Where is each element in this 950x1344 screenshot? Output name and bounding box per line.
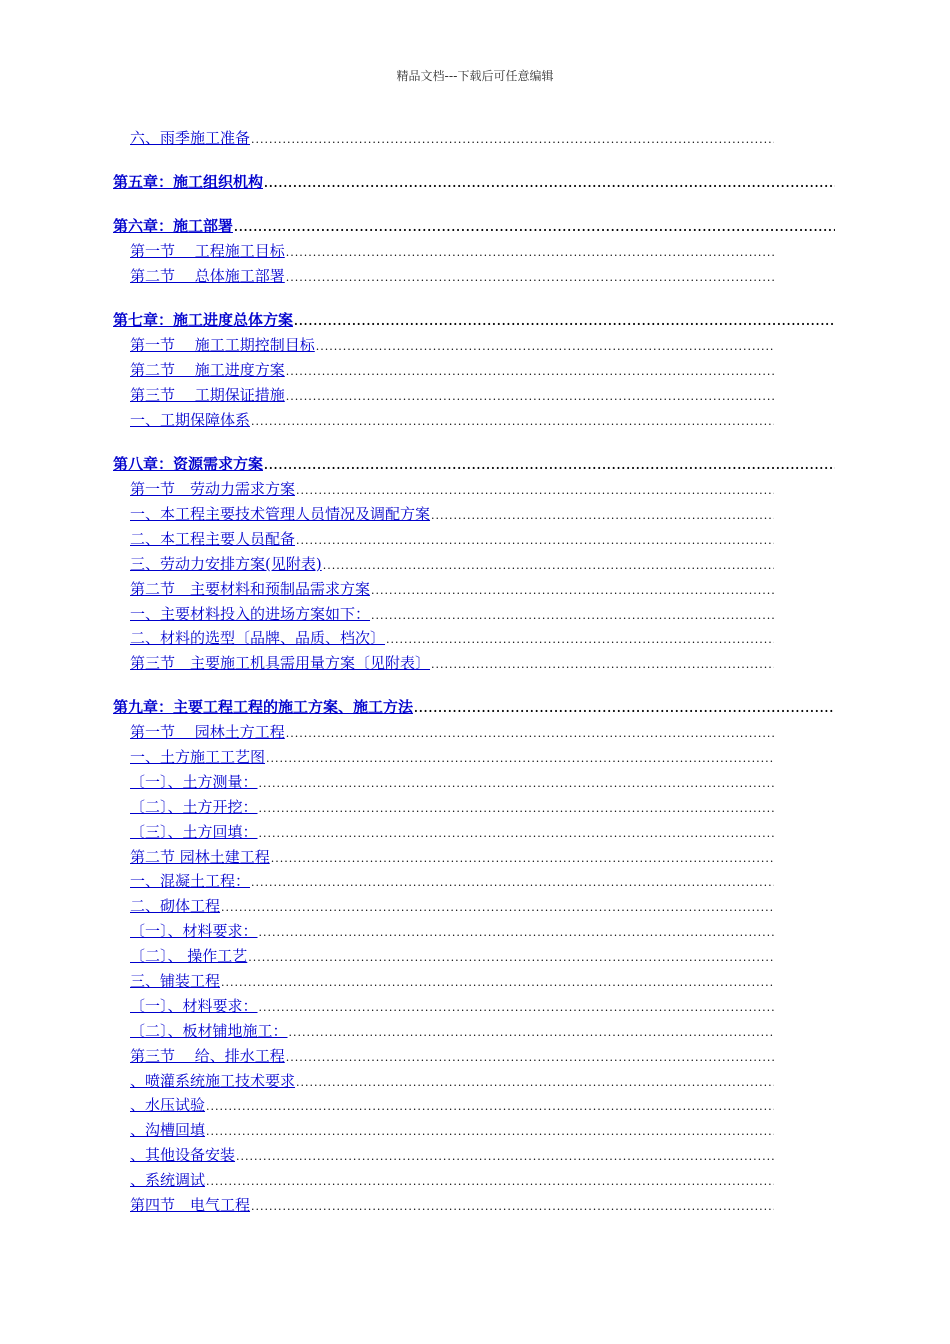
toc-entry-link[interactable] — [130, 971, 774, 993]
dot-leader — [286, 243, 774, 263]
toc-entry-link[interactable] — [130, 504, 774, 526]
toc-entry-title[interactable]: 第七章：施工进度总体方案 — [113, 311, 294, 329]
toc-entry-title[interactable]: 第三节 主要施工机具需用量方案〔见附表〕 — [130, 654, 431, 672]
dot-leader — [286, 268, 774, 288]
dot-leader — [266, 749, 774, 769]
toc-entry-title[interactable]: 、沟槽回填 — [130, 1121, 206, 1139]
toc-entry-link[interactable] — [130, 921, 774, 943]
toc-entry-link[interactable] — [130, 871, 774, 893]
dot-leader — [431, 506, 774, 526]
toc-entry-link[interactable] — [130, 946, 774, 968]
dot-leader — [206, 1122, 774, 1142]
toc-chapter-link[interactable] — [113, 216, 835, 238]
toc-entry-link[interactable] — [130, 1195, 774, 1217]
toc-entry-title[interactable]: 六、雨季施工准备 — [130, 129, 251, 147]
dot-leader — [296, 531, 774, 551]
dot-leader — [221, 973, 774, 993]
dot-leader — [259, 824, 774, 844]
toc-entry-title[interactable]: 〔一〕、材料要求： — [130, 997, 258, 1015]
dot-leader — [251, 412, 774, 432]
dot-leader — [286, 362, 774, 382]
toc-entry-title[interactable]: 一、土方施工工艺图 — [130, 748, 266, 766]
toc-entry-link[interactable] — [130, 1120, 774, 1142]
toc-entry-title[interactable]: 、喷灌系统施工技术要求 — [130, 1072, 296, 1090]
dot-leader — [234, 218, 835, 238]
toc-chapter-link[interactable] — [113, 172, 835, 194]
toc-entry-title[interactable]: 〔二〕、 操作工艺 — [130, 947, 248, 965]
toc-entry-link[interactable] — [130, 266, 774, 288]
toc-entry-link[interactable] — [130, 335, 774, 357]
dot-leader — [259, 799, 774, 819]
toc-entry-link[interactable] — [130, 896, 774, 918]
toc-entry-link[interactable] — [130, 772, 774, 794]
toc-entry-title[interactable]: 、水压试验 — [130, 1096, 206, 1114]
dot-leader — [431, 655, 774, 675]
toc-entry-link[interactable] — [130, 1170, 774, 1192]
toc-entry-title[interactable]: 第一节 劳动力需求方案 — [130, 480, 296, 498]
toc-entry-link[interactable] — [130, 479, 774, 501]
toc-entry-title[interactable]: 第二节 园林土建工程 — [130, 848, 270, 866]
page-header: 精品文档---下载后可任意编辑 — [396, 69, 554, 83]
toc-entry-title[interactable]: 一、主要材料投入的进场方案如下： — [130, 605, 371, 623]
dot-leader — [386, 630, 774, 650]
dot-leader — [289, 1023, 774, 1043]
toc-entry-title[interactable]: 、其他设备安装 — [130, 1146, 236, 1164]
toc-entry-title[interactable]: 第九章：主要工程工程的施工方案、施工方法 — [113, 698, 414, 716]
dot-leader — [206, 1172, 774, 1192]
toc-entry-link[interactable] — [130, 410, 774, 432]
dot-leader — [251, 1197, 774, 1217]
toc-entry-title[interactable]: 第八章：资源需求方案 — [113, 455, 264, 473]
toc-entry-link[interactable] — [130, 604, 774, 626]
dot-leader — [221, 898, 774, 918]
toc-entry-title[interactable]: 〔二〕、土方开挖： — [130, 798, 258, 816]
toc-entry-title[interactable]: 第二节 施工进度方案 — [130, 361, 285, 379]
dot-leader — [294, 312, 835, 332]
toc-chapter-link[interactable] — [113, 454, 835, 476]
toc-entry-title[interactable]: 第二节 主要材料和预制品需求方案 — [130, 580, 371, 598]
toc-entry-link[interactable] — [130, 653, 774, 675]
toc-entry-title[interactable]: 第二节 总体施工部署 — [130, 267, 285, 285]
toc-entry-title[interactable]: 〔二〕、板材铺地施工： — [130, 1022, 288, 1040]
dot-leader — [236, 1147, 774, 1167]
dot-leader — [251, 873, 774, 893]
toc-entry-link[interactable] — [130, 628, 774, 650]
dot-leader — [296, 481, 774, 501]
toc-entry-link[interactable] — [130, 360, 774, 382]
toc-entry-title[interactable]: 第一节 施工工期控制目标 — [130, 336, 315, 354]
toc-entry-title[interactable]: 第一节 工程施工目标 — [130, 242, 285, 260]
dot-leader — [271, 849, 774, 869]
toc-entry-title[interactable]: 第六章：施工部署 — [113, 217, 234, 235]
toc-entry-title[interactable]: 第四节 电气工程 — [130, 1196, 251, 1214]
dot-leader — [264, 174, 835, 194]
toc-entry-link[interactable] — [130, 1021, 774, 1043]
toc-entry-title[interactable]: 第三节 给、排水工程 — [130, 1047, 285, 1065]
toc-chapter-link[interactable] — [113, 697, 835, 719]
toc-entry-title[interactable]: 第三节 工期保证措施 — [130, 386, 285, 404]
dot-leader — [286, 387, 774, 407]
toc-entry-link[interactable] — [130, 241, 774, 263]
dot-leader — [259, 998, 774, 1018]
toc-entry-title[interactable]: 第五章：施工组织机构 — [113, 173, 264, 191]
toc-entry-title[interactable]: 〔一〕、土方测量： — [130, 773, 258, 791]
toc-entry-link[interactable] — [130, 1095, 774, 1117]
toc-chapter-link[interactable] — [113, 310, 835, 332]
dot-leader — [296, 1073, 774, 1093]
dot-leader — [286, 724, 774, 744]
dot-leader — [248, 948, 774, 968]
toc-entry-title[interactable]: 一、本工程主要技术管理人员情况及调配方案 — [130, 505, 431, 523]
toc-entry-title[interactable]: 〔三〕、土方回填： — [130, 823, 258, 841]
toc-entry-link[interactable] — [130, 747, 774, 769]
toc-entry-link[interactable] — [130, 128, 774, 150]
toc-entry-link[interactable] — [130, 1145, 774, 1167]
toc-entry-link[interactable] — [130, 722, 774, 744]
dot-leader — [323, 556, 774, 576]
dot-leader — [286, 1048, 774, 1068]
toc-entry-link[interactable] — [130, 385, 774, 407]
dot-leader — [316, 337, 774, 357]
toc-entry-link[interactable] — [130, 797, 774, 819]
dot-leader — [206, 1097, 774, 1117]
toc-entry-link[interactable] — [130, 847, 774, 869]
toc-entry-link[interactable] — [130, 554, 774, 576]
toc-entry-title[interactable]: 一、混凝土工程： — [130, 872, 251, 890]
toc-entry-title[interactable]: 二、砌体工程 — [130, 897, 221, 915]
toc-entry-title[interactable]: 三、铺装工程 — [130, 972, 221, 990]
toc-entry-title[interactable]: 第一节 园林土方工程 — [130, 723, 285, 741]
toc-entry-link[interactable] — [130, 529, 774, 551]
toc-entry-title[interactable]: 一、工期保障体系 — [130, 411, 251, 429]
toc-entry-title[interactable]: 〔一〕、材料要求： — [130, 922, 258, 940]
toc-entry-title[interactable]: 三、劳动力安排方案(见附表) — [130, 555, 322, 573]
toc-entry-link[interactable] — [130, 1046, 774, 1068]
dot-leader — [259, 923, 774, 943]
toc-entry-title[interactable]: 二、材料的选型〔品牌、品质、档次〕 — [130, 629, 386, 647]
toc-entry-link[interactable] — [130, 822, 774, 844]
dot-leader — [371, 606, 774, 626]
toc-entry-link[interactable] — [130, 1071, 774, 1093]
toc-entry-title[interactable]: 二、本工程主要人员配备 — [130, 530, 296, 548]
dot-leader — [251, 130, 774, 150]
toc-entry-link[interactable] — [130, 996, 774, 1018]
dot-leader — [414, 699, 835, 719]
toc-entry-link[interactable] — [130, 579, 774, 601]
dot-leader — [259, 774, 774, 794]
dot-leader — [371, 581, 774, 601]
toc-entry-title[interactable]: 、系统调试 — [130, 1171, 206, 1189]
dot-leader — [264, 456, 835, 476]
